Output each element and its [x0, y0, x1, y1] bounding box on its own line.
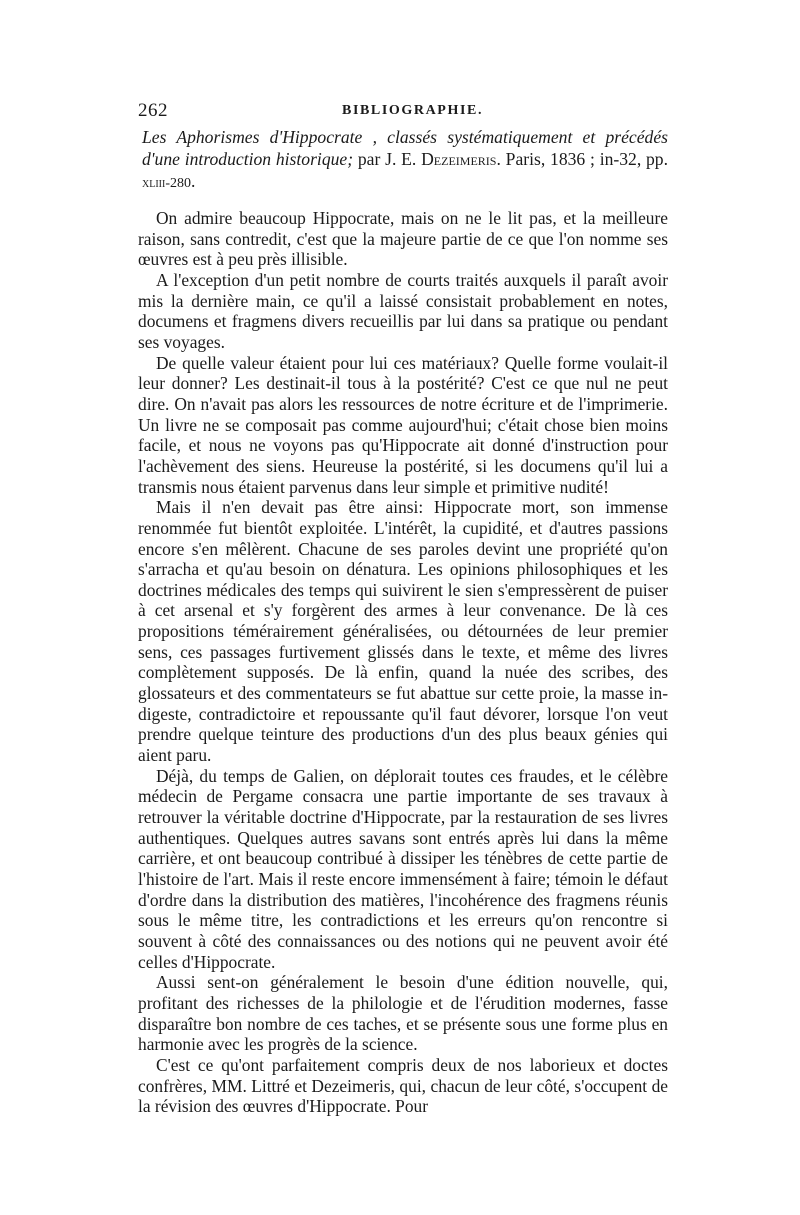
citation-by: par — [353, 149, 386, 169]
citation-author: J. E. Dezeimeris — [385, 149, 497, 169]
citation-place-date: . Paris, 1836 ; in-32, pp. — [496, 149, 669, 169]
citation-pages: xliii-280 — [142, 176, 191, 191]
paragraph-1: On admire beaucoup Hippocrate, mais on ne le lit pas, et la meilleure raison, sans contredit, c'est que la majeure partie de ce que l'on nomme ses œuvres est à peu près illisible. — [138, 208, 668, 270]
paragraph-3: De quelle valeur étaient pour lui ces matériaux? Quelle forme voulait-il leur donner? Les destinait-il tous à la postérité? C'est ce que nul ne peut dire. On n'avait pas alors les ressources de notre écriture et de l'imprimerie. Un livre ne se composait pas comme aujourd'hui; c'était chose bien moins facile, et nous ne voyons pas qu'Hippocrate ait donné d'instruction pour l'achèvement des siens. Heureuse la postérité, si les documens qu'il lui a transmis nous étaient parvenus dans leur simple et primitive nudité! — [138, 352, 668, 497]
book-page — [138, 100, 668, 1117]
running-title: BIBLIOGRAPHIE. — [342, 103, 484, 118]
paragraph-6: Aussi sent-on généralement le besoin d'une édition nouvelle, qui, profitant des richesses de la philologie et de l'érudition modernes, fasse disparaître bon nombre de ces taches, et se présente sous une forme plus en harmonie avec les progrès de la science. — [138, 972, 668, 1055]
body-text — [138, 208, 668, 1117]
citation-end: . — [190, 171, 196, 191]
page-number: 262 — [138, 100, 168, 121]
running-head — [138, 100, 668, 122]
citation-title: Les Aphorismes d'Hippocrate , classés systématiquement et précédés d'une introduction historique; — [142, 127, 668, 169]
paragraph-2: A l'exception d'un petit nombre de courts traités auxquels il paraît avoir mis la dernière main, ce qu'il a laissé consistait probablement en notes, documens et fragmens divers recueillis par lui dans sa pratique ou pendant ses voyages. — [138, 269, 668, 352]
paragraph-7: C'est ce qu'ont parfaitement compris deux de nos laborieux et doctes confrères, MM. Littré et Dezeimeris, qui, chacun de leur côté, s'occupent de la révision des œuvres d'Hippocrate. Pour — [138, 1054, 668, 1117]
paragraph-5: Déjà, du temps de Galien, on déplorait toutes ces fraudes, et le célèbre médecin de Pergame consacra une partie importante de ses travaux à retrouver la véritable doctrine d'Hippocrate, par la restauration de ses livres authentiques. Quelques autres savans sont entrés après lui dans la même carrière, et ont beaucoup contribué à dissiper les ténèbres de cette partie de l'histoire de l'art. Mais il reste encore immensément à faire; témoin le défaut d'ordre dans la distribution des matières, l'incohérence des fragmens réunis sous le même titre, les contradictions et les erreurs qu'on rencontre si souvent à côté des connaissances ou des notions qui ne peuvent avoir été celles d'Hippocrate. — [138, 765, 668, 972]
paragraph-4: Mais il n'en devait pas être ainsi: Hippocrate mort, son immense renommée fut bientôt exploitée. L'intérêt, la cupidité, et d'autres passions encore s'en mêlèrent. Chacune de ses paroles devint une propriété qu'on s'arracha et qu'au besoin on dénatura. Les opinions philosophiques et les doctrines médicales des temps qui suivirent le sien s'empressèrent de puiser à cet arsenal et s'y forgèrent des armes à leur convenance. De là ces propositions témérairement généralisées, ou détournées de leur premier sens, ces passages furtivement glissés dans le texte, et même des livres complètement supposés. De là enfin, quand la nuée des scribes, des glossateurs et des commentateurs se fut abattue sur cette proie, la masse indigeste, contradictoire et repoussante qu'il faut dévorer, lorsque l'on veut prendre quelque teinture des productions d'un des plus beaux génies qui aient paru. — [138, 497, 668, 766]
bibliographic-citation — [138, 126, 668, 195]
